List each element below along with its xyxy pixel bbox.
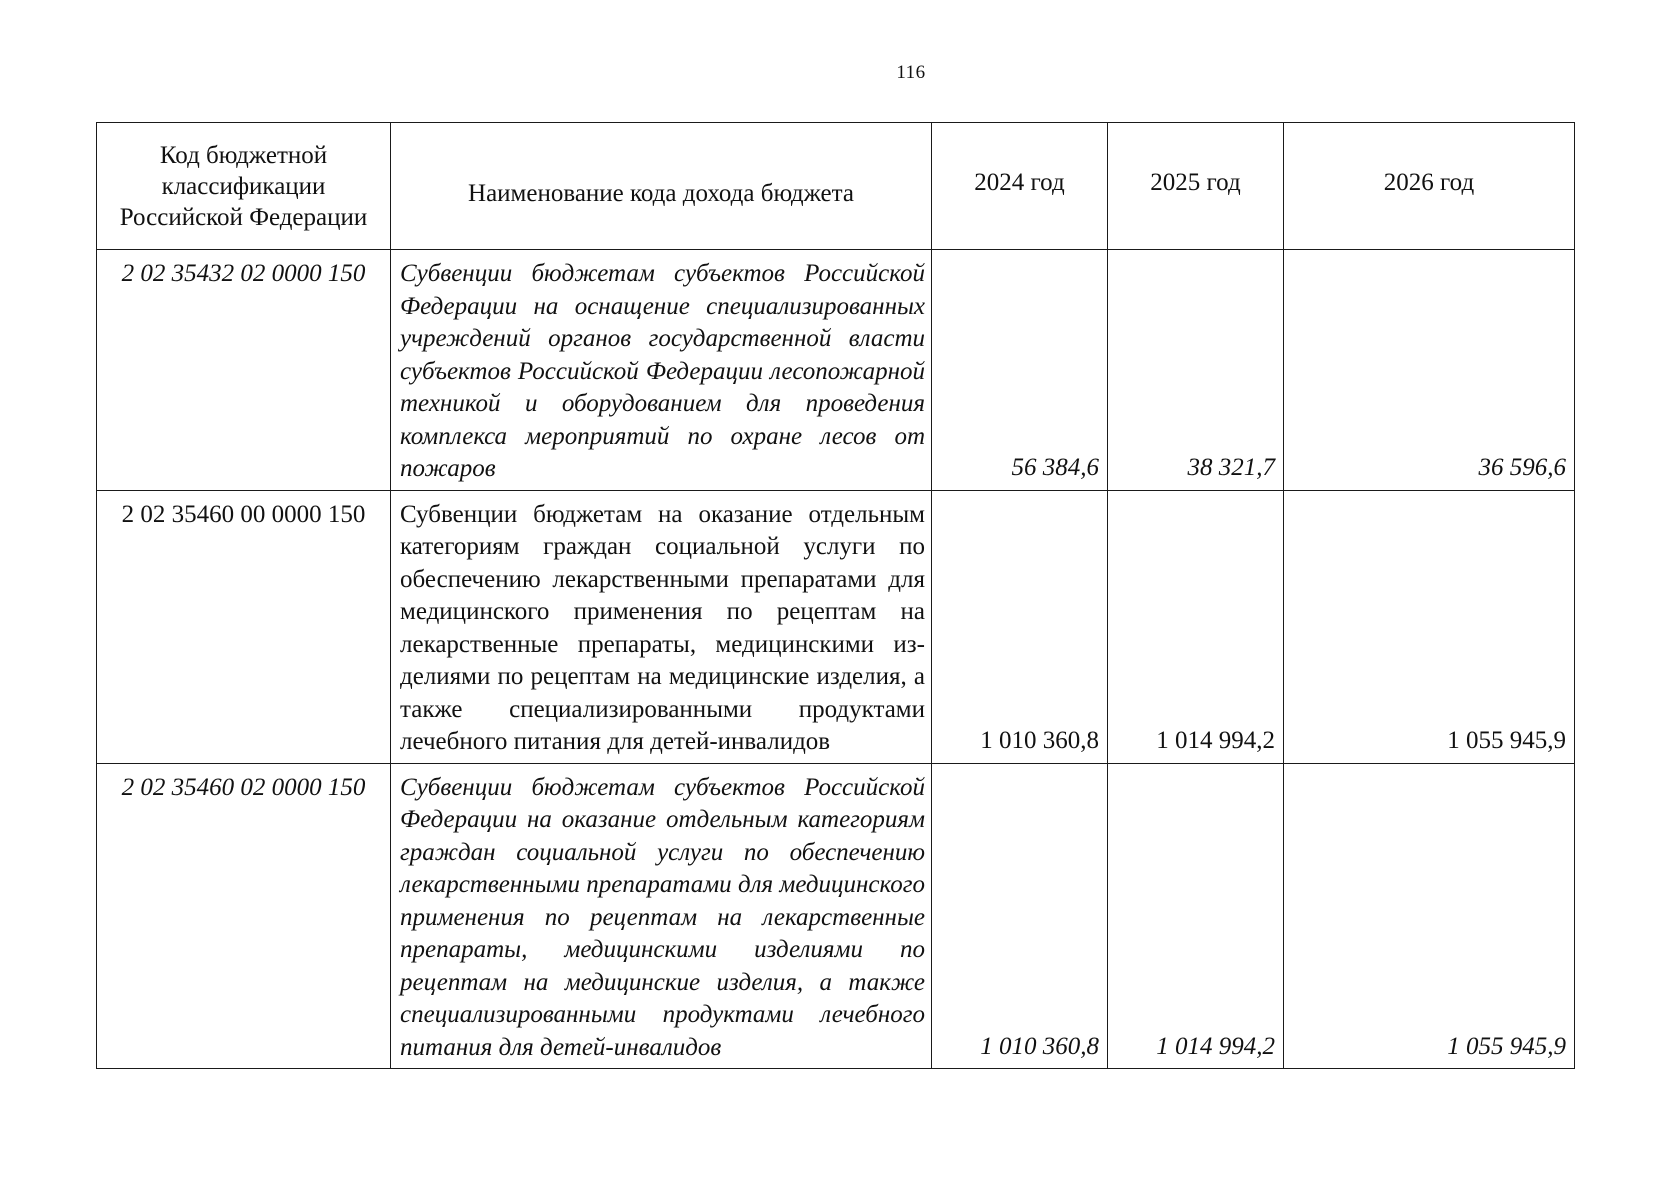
budget-table xyxy=(96,122,1575,1069)
row-description: Субвенции бюджетам на оказание отдельным категориям граждан социальной услуги по обеспечению лекарственными препаратами для медицинского применения по рецептам на лекарственные препараты, медицинскими изделиями по рецептам на медицинские изделия, а также специализированными продуктами лечебного питания для детей-инвалидов xyxy=(391,490,932,763)
row-value-2026: 1 055 945,9 xyxy=(1284,763,1575,1069)
header-2026: 2026 год xyxy=(1284,123,1575,250)
row-code: 2 02 35432 02 0000 150 xyxy=(97,250,391,491)
row-value-2024: 1 010 360,8 xyxy=(932,490,1108,763)
table-header-row xyxy=(97,123,1575,250)
row-code: 2 02 35460 02 0000 150 xyxy=(97,763,391,1069)
row-value-2024: 1 010 360,8 xyxy=(932,763,1108,1069)
row-code: 2 02 35460 00 0000 150 xyxy=(97,490,391,763)
row-value-2024: 56 384,6 xyxy=(932,250,1108,491)
header-2025: 2025 год xyxy=(1108,123,1284,250)
row-value-2026: 36 596,6 xyxy=(1284,250,1575,491)
table-row xyxy=(97,490,1575,763)
table-row xyxy=(97,763,1575,1069)
row-value-2025: 38 321,7 xyxy=(1108,250,1284,491)
page-number: 116 xyxy=(896,62,926,83)
header-2024: 2024 год xyxy=(932,123,1108,250)
row-value-2025: 1 014 994,2 xyxy=(1108,490,1284,763)
header-code: Код бюджетной классификации Российской Федерации xyxy=(97,123,391,250)
row-description: Субвенции бюджетам субъектов Российской Федерации на оснащение специализированных учреждений органов государственной власти субъектов Российской Федерации лесопожарной техникой и оборудованием для проведения комплекса мероприятий по охране лесов от пожаров xyxy=(391,250,932,491)
row-value-2025: 1 014 994,2 xyxy=(1108,763,1284,1069)
header-name: Наименование кода дохода бюджета xyxy=(391,123,932,250)
row-value-2026: 1 055 945,9 xyxy=(1284,490,1575,763)
row-description: Субвенции бюджетам субъектов Российской Федерации на оказание отдельным категориям граждан социальной услуги по обеспечению лекарственными препаратами для медицинского применения по рецептам на лекарственные препараты, медицинскими изделиями по рецептам на медицинские изделия, а также специализированными продуктами лечебного питания для детей-инвалидов xyxy=(391,763,932,1069)
table-row xyxy=(97,250,1575,491)
